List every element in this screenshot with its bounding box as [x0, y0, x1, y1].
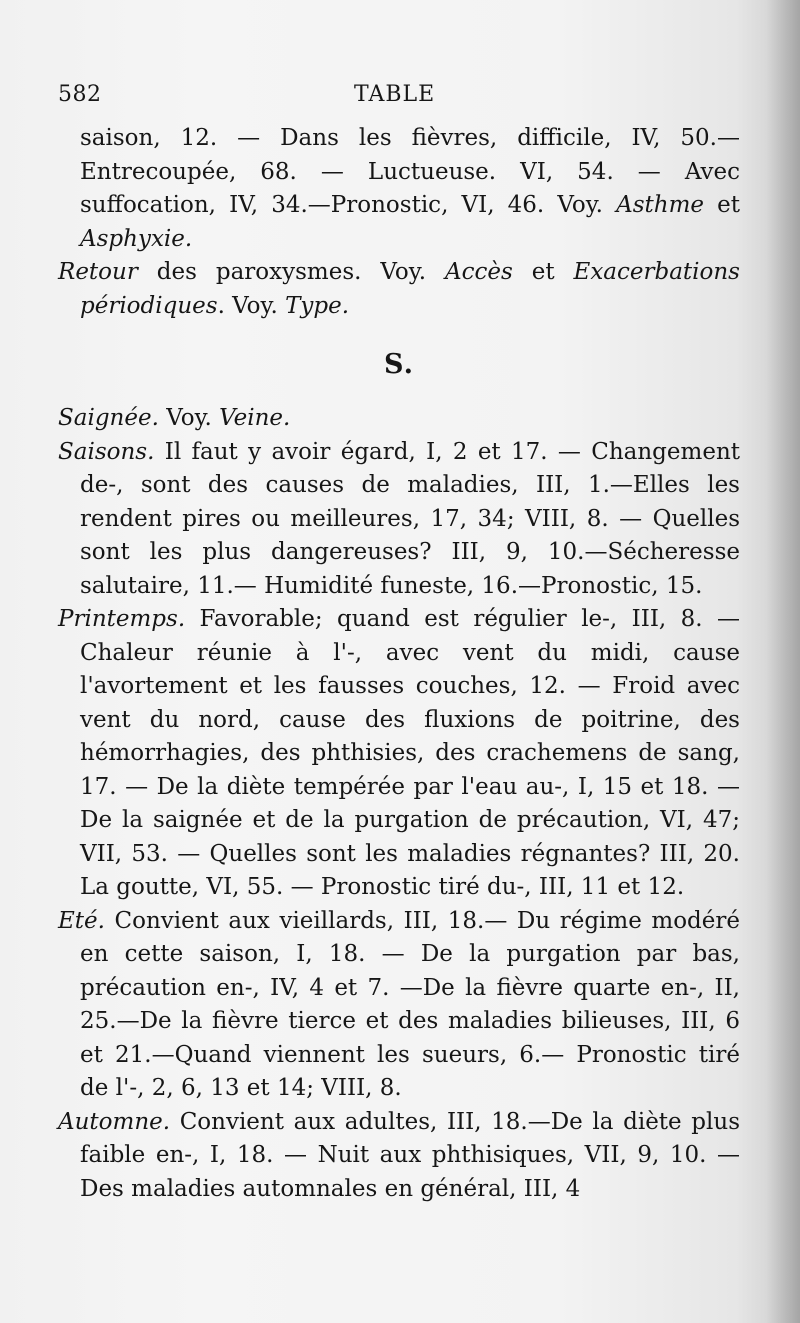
entry-headword: Printemps.: [58, 606, 186, 632]
entry-headword: Saignée.: [58, 405, 159, 431]
entry-ref: Veine.: [219, 405, 291, 431]
index-entries: [58, 122, 740, 1206]
entry-text: saison, 12. — Dans les fièvres, difficile, IV, 50.—Entrecoupée, 68. — Luctueuse. VI, 54. — Avec suffocation, IV, 34.—Pronostic, VI, 46. Voy.: [80, 125, 740, 218]
entry-text: Voy.: [158, 405, 220, 431]
index-entry-saignee: [58, 402, 740, 436]
entry-text: . Voy.: [217, 292, 286, 319]
page-number: 582: [58, 82, 102, 107]
running-title: TABLE: [354, 82, 436, 107]
entry-headword: Automne.: [58, 1108, 171, 1135]
entry-text: des paroxysmes. Voy.: [137, 259, 445, 285]
entry-headword: Saisons.: [58, 438, 155, 465]
entry-text: Favorable; quand est régulier le-, III, 8. — Chaleur réunie à l'-, avec vent du midi, cause l'avortement et les fausses couches, 12. — Froid avec vent du nord, cause des fluxions de poitrine, des hémorrhagies, des phthisies, des crachemens de sang, 17. — De la diète tempérée par l'eau au-, I, 15 et 18. — De la saignée et de la purgation de précaution, VI, 47; VII, 53. — Quelles sont les maladies régnantes? III, 20. La goutte, VI, 55. — Pronostic tiré du-, III, 11 et 12.: [80, 606, 740, 900]
entry-ref: Type.: [285, 292, 350, 319]
entry-text: et: [704, 192, 740, 218]
entry-text: Convient aux vieillards, III, 18.— Du régime modéré en cette saison, I, 18. — De la purgation par bas, précaution en-, IV, 4 et 7. —De la fièvre quarte en-, II, 25.—De la fièvre tierce et des maladies bilieuses, III, 6 et 21.—Quand viennent les sueurs, 6.— Pronostic tiré de l'-, 2, 6, 13 et 14; VIII, 8.: [80, 907, 740, 1101]
entry-text: Il faut y avoir égard, I, 2 et 17. — Changement de-, sont des causes de maladies, III, 1.—Elles les rendent pires ou meilleures, 17, 34; VIII, 8. — Quelles sont les plus dangereuses? III, 9, 10.—Sécheresse salutaire, 11.— Humidité funeste, 16.—Pronostic, 15.: [80, 438, 740, 599]
index-entry-printemps: [58, 603, 740, 905]
entry-ref: Exacerbations périodiques: [80, 259, 740, 319]
index-entry-ete: [58, 905, 740, 1106]
entry-headword: Retour: [58, 259, 138, 285]
entry-text: et: [512, 259, 574, 285]
index-entry-automne: [58, 1106, 740, 1207]
entry-text: Convient aux adultes, III, 18.—De la diète plus faible en-, I, 18. — Nuit aux phthisiques, VII, 9, 10. — Des maladies automnales en général, III, 4: [80, 1108, 740, 1202]
page-header: [58, 82, 738, 116]
entry-ref: Asphyxie.: [80, 225, 193, 252]
index-entry-continued: [58, 122, 740, 256]
index-entry-retour: [58, 256, 740, 323]
entry-headword: Eté.: [58, 907, 105, 934]
entry-ref: Accès: [444, 259, 513, 285]
index-entry-saisons: [58, 436, 740, 604]
section-letter: S.: [384, 349, 414, 380]
entry-ref: Asthme: [616, 192, 704, 218]
